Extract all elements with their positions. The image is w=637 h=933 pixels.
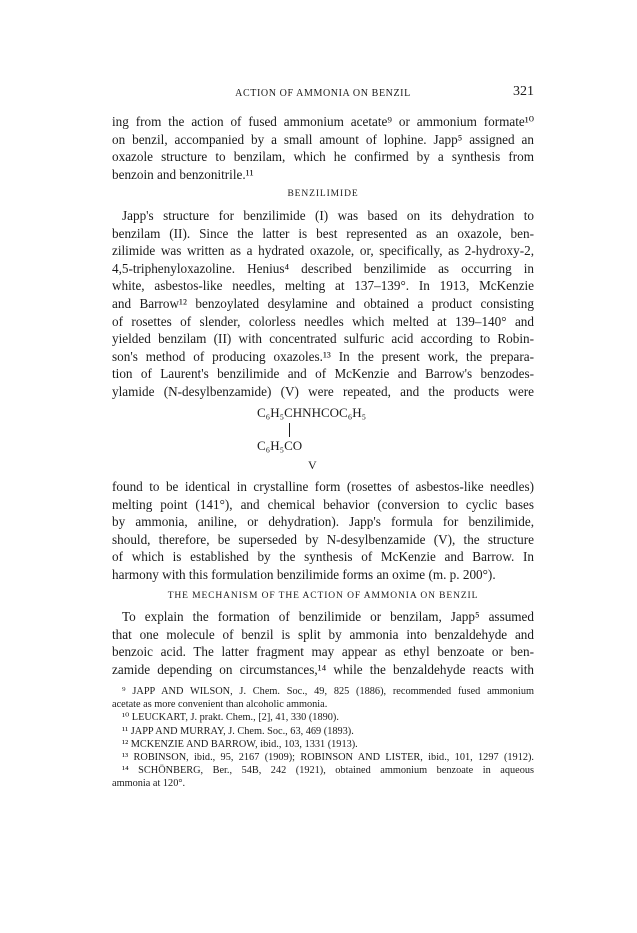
text-line: To explain the formation of benzilimide or benzilam, Japp⁵ assumed <box>122 609 534 624</box>
formula-label: V <box>308 458 317 472</box>
footnote-line: ⁹ JAPP AND WILSON, J. Chem. Soc., 49, 825 (1886), recommended fused ammonium <box>122 686 534 697</box>
footnote-line: ammonia at 120°. <box>112 778 186 790</box>
running-title: ACTION OF AMMONIA ON BENZIL <box>235 88 411 99</box>
text-line: found to be identical in crystalline form (rosettes of asbestos-like needles) <box>112 479 534 494</box>
text-line: and Barrow¹² benzoylated desylamine and obtained a product consisting <box>112 295 534 311</box>
text-line: by ammonia, aniline, or dehydration). Japp's formula for benzilimide, <box>112 514 534 530</box>
text-line: of which is established by the synthesis of McKenzie and Barrow. In <box>112 549 534 565</box>
page-number: 321 <box>513 84 534 99</box>
text-line: ing from the action of fused ammonium acetate⁹ or ammonium formate¹⁰ <box>112 114 534 129</box>
running-header <box>112 84 534 104</box>
text-line: benzoin and benzonitrile.¹¹ <box>112 166 254 182</box>
paragraph-1 <box>112 113 534 183</box>
section-heading-mechanism: THE MECHANISM OF THE ACTION OF AMMONIA ON BENZIL <box>167 591 479 601</box>
footnote-line: ¹² MCKENZIE AND BARROW, ibid., 103, 1331 (1913). <box>122 738 358 750</box>
text-line: oxazole structure to benzilam, which he confirmed by a synthesis from <box>112 149 534 165</box>
text-line: yielded benzilam (II) with concentrated sulfuric acid according to Robin- <box>112 331 534 347</box>
footnote-line: ¹⁰ LEUCKART, J. prakt. Chem., [2], 41, 330 (1890). <box>122 712 339 724</box>
footnote-line: ¹³ ROBINSON, ibid., 95, 2167 (1909); ROBINSON AND LISTER, ibid., 101, 1297 (1912). <box>122 751 534 763</box>
section-heading-benzilimide: BENZILIMIDE <box>287 189 359 199</box>
text-line: harmony with this formulation benzilimide forms an oxime (m. p. 200°). <box>112 566 496 582</box>
paragraph-3 <box>112 478 534 584</box>
text-line: should, therefore, be superseded by N-desylbenzamide (V), the structure <box>112 531 534 547</box>
formula-bond <box>289 423 290 437</box>
text-line: white, asbestos-like needles, melting at 137–139°. In 1913, McKenzie <box>112 278 534 294</box>
text-line: tion of Laurent's benzilimide and of McKenzie and Barrow's benzodes- <box>112 366 534 382</box>
text-line: on benzil, accompanied by a small amount of lophine. Japp⁵ assigned an <box>112 131 534 147</box>
text-line: that one molecule of benzil is split by ammonia into benzaldehyde and <box>112 626 534 642</box>
text-line: benzoic acid. The latter fragment may appear as ethyl benzoate or ben- <box>112 644 534 660</box>
text-line: benzilam (II). Since the latter is best represented as an oxazole, ben- <box>112 225 534 241</box>
text-line: ylamide (N-desylbenzamide) (V) were repeated, and the products were <box>112 383 534 399</box>
footnote-line: ¹⁴ SCHÖNBERG, Ber., 54B, 242 (1921), obtained ammonium benzoate in aqueous <box>122 765 534 777</box>
text-line: son's method of producing oxazoles.¹³ In the present work, the prepara- <box>112 348 534 364</box>
text-line: melting point (141°), and chemical behavior (conversion to cyclic bases <box>112 496 534 512</box>
paragraph-2 <box>112 207 534 401</box>
footnotes <box>112 685 534 791</box>
formula-line-1: C₆H₅CHNHCOC₆H₅ <box>257 405 367 420</box>
text-line: zilimide was written as a hydrated oxazole, or, specifically, as 2-hydroxy-2, <box>112 243 534 259</box>
paragraph-4 <box>112 608 534 678</box>
formula-line-2: C₆H₅CO <box>257 438 303 453</box>
text-line: 4,5-triphenyloxazoline. Henius⁴ described benzilimide as occurring in <box>112 260 534 276</box>
text-line: of rosettes of slender, colorless needles which melted at 139–140° and <box>112 313 534 329</box>
text-line: zamide depending on circumstances,¹⁴ while the benzaldehyde reacts with <box>112 661 534 677</box>
footnote-line: acetate as more convenient than alcoholic ammonia. <box>112 699 328 711</box>
text-line: Japp's structure for benzilimide (I) was based on its dehydration to <box>122 208 534 223</box>
footnote-line: ¹¹ JAPP AND MURRAY, J. Chem. Soc., 63, 469 (1893). <box>122 725 354 737</box>
